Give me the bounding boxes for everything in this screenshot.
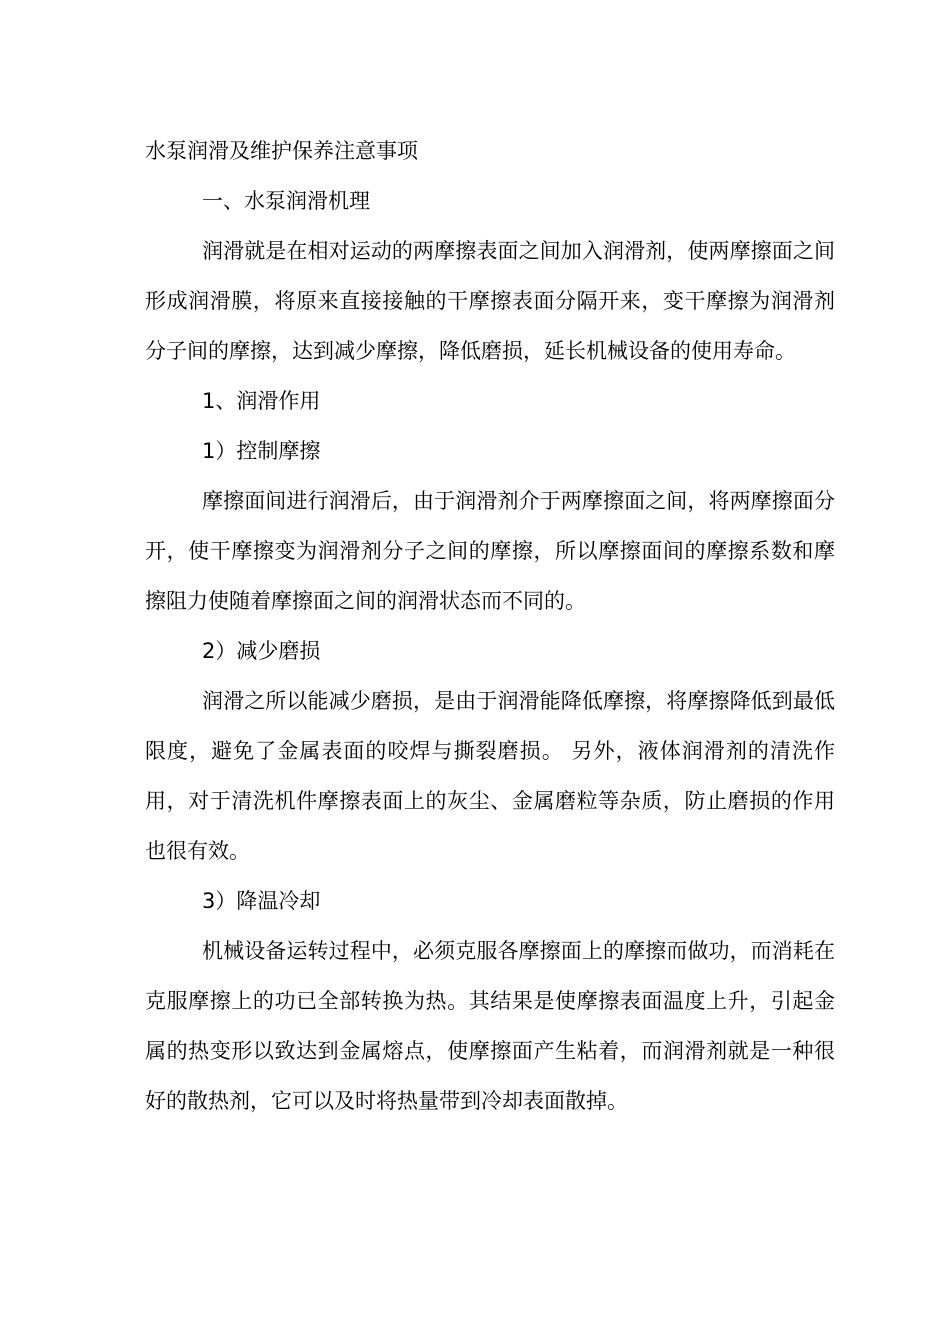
document-title: 水泵润滑及维护保养注意事项 xyxy=(145,139,418,163)
paragraph-cooling: 机械设备运转过程中，必须克服各摩擦面上的摩擦而做功，而消耗在克服摩擦上的功已全部转换为热。其结果是使摩擦表面温度上升，引起金属的热变形以致达到金属熔点，使摩擦面产生粘着，而润滑剂就是一种很好的散热剂，它可以及时将热量带到冷却表面散掉。 xyxy=(145,939,835,1113)
paragraph-reduce-wear: 润滑之所以能减少磨损，是由于润滑能降低摩擦，将摩擦降低到最低限度，避免了金属表面的咬焊与撕裂磨损。 另外，液体润滑剂的清洗作用，对于清洗机件摩擦表面上的灰尘、金属磨粒等杂质，防止磨损的作用也很有效。 xyxy=(145,689,835,863)
paragraph-control-friction: 摩擦面间进行润滑后，由于润滑剂介于两摩擦面之间，将两摩擦面分开，使干摩擦变为润滑剂分子之间的摩擦，所以摩擦面间的摩擦系数和摩擦阻力使随着摩擦面之间的润滑状态而不同的。 xyxy=(145,489,835,613)
section-heading: 一、水泵润滑机理 xyxy=(202,189,370,213)
subsection-heading: 1、润滑作用 xyxy=(202,389,321,413)
intro-paragraph: 润滑就是在相对运动的两摩擦表面之间加入润滑剂，使两摩擦面之间形成润滑膜，将原来直接接触的干摩擦表面分隔开来，变干摩擦为润滑剂分子间的摩擦，达到减少摩擦，降低磨损，延长机械设备的使用寿命。 xyxy=(145,239,835,363)
item-heading-control-friction: 1）控制摩擦 xyxy=(202,439,321,463)
item-heading-reduce-wear: 2）减少磨损 xyxy=(202,639,321,663)
item-heading-cooling: 3）降温冷却 xyxy=(202,889,321,913)
document-body xyxy=(145,126,835,1126)
